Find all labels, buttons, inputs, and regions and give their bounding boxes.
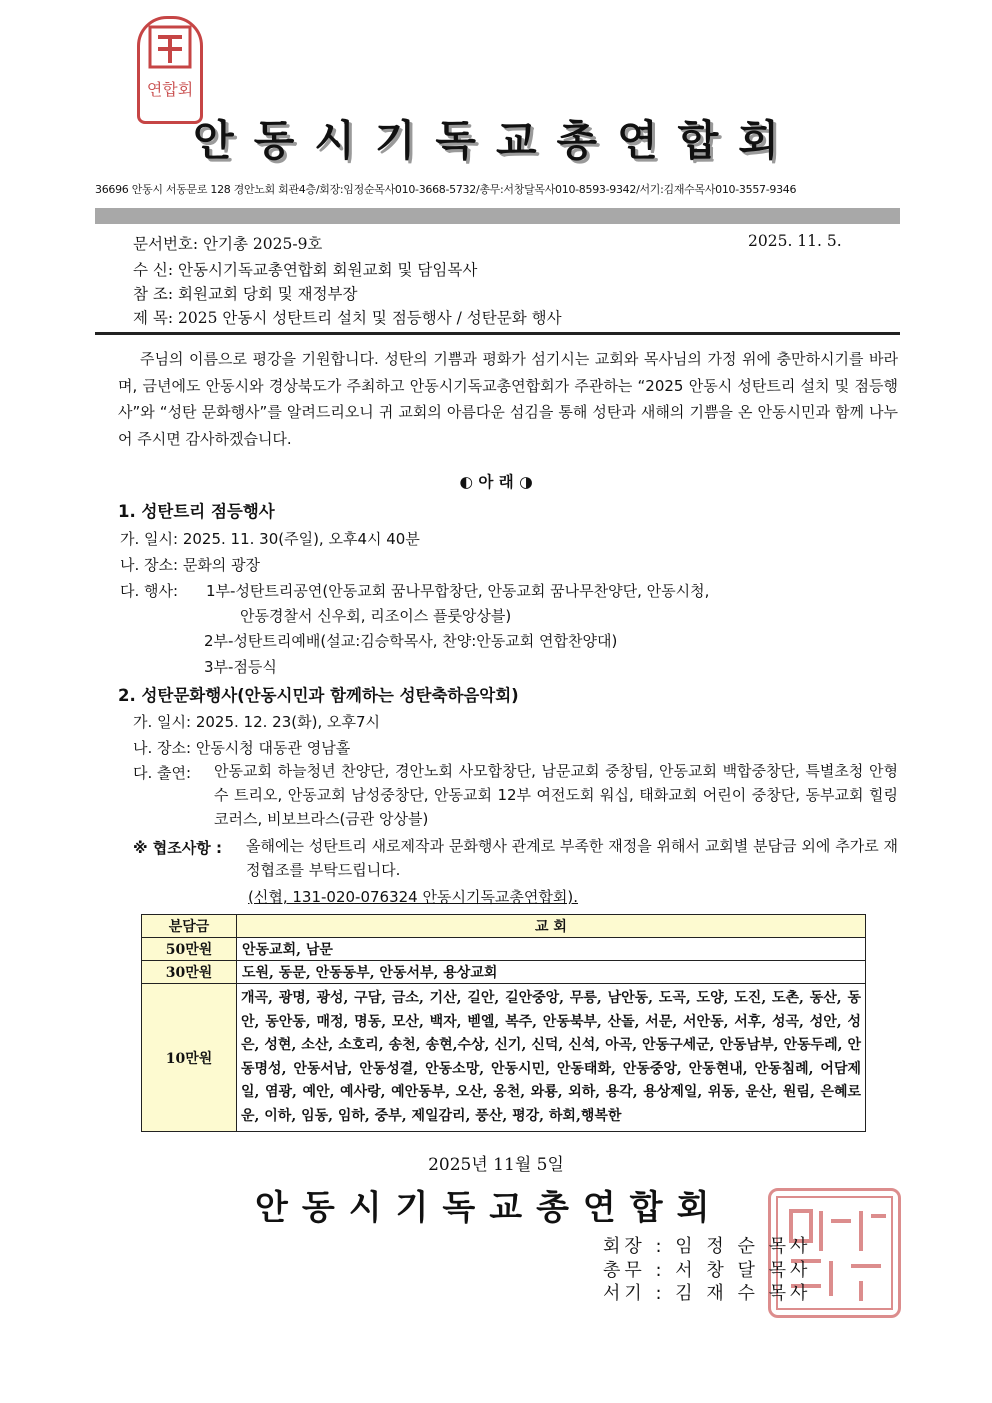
section2-title: 2. 성탄문화행사(안동시민과 함께하는 성탄축하음악회) bbox=[118, 686, 519, 705]
table-row bbox=[142, 984, 866, 1132]
section2-perform-label: 다. 출연: bbox=[133, 764, 192, 782]
cooperation-label: ※ 협조사항 : bbox=[133, 839, 222, 857]
fee-churches: 개곡, 광명, 광성, 구담, 금소, 기산, 길안, 길안중앙, 무릉, 남안동, 도곡, 도양, 도진, 도촌, 동산, 동안, 동안동, 매정, 명동, 모산, 백자, 벧엘, 복주, 안동북부, 산돌, 서문, 서안동, 서후, 성곡, 성안, 성은, 성현, 소산, 소호리, 송천, 송현,수상, 신기, 신덕, 신석, 아곡, 안동구세군, 안동남부, 안동두레, 안동명성, 안동서남, 안동성결, 안동소망, 안동시민, 안동태화, 안동중앙, 안동현내, 안동침례, 어담제일, 염광, 예안, 예사랑, 예안동부, 오산, 옹천, 와룡, 외하, 용각, 용상제일, 위동, 운산, 원림, 은혜로운, 이하, 임동, 임하, 중부, 제일감리, 풍산, 평강, 하회,행복한 bbox=[237, 984, 866, 1132]
seal-text: 연합회 bbox=[146, 80, 194, 99]
secretary-general-signature: 총무 : 서 창 달 목사 bbox=[603, 1260, 812, 1281]
section1-place: 나. 장소: 문화의 광장 bbox=[120, 556, 261, 574]
table-row bbox=[142, 938, 866, 961]
bank-account: (신협, 131-020-076324 안동시기독교총연합회). bbox=[248, 888, 579, 906]
doc-number: 문서번호: 안기총 2025-9호 bbox=[133, 235, 323, 253]
fee-table-header bbox=[142, 915, 866, 938]
doc-subject: 제 목: 2025 안동시 성탄트리 설치 및 점등행사 / 성탄문화 행사 bbox=[133, 309, 562, 327]
secretary-signature: 서기 : 김 재 수 목사 bbox=[603, 1283, 812, 1304]
table-row bbox=[142, 961, 866, 984]
section1-event-label: 다. 행사: bbox=[120, 582, 179, 600]
intro-paragraph: 주님의 이름으로 평강을 기원합니다. 성탄의 기쁨과 평화가 섬기시는 교회와 목사님의 가정 위에 충만하시기를 바라며, 금년에도 안동시와 경상북도가 주최하고 안동시기독교총연합회가 주관하는 “2025 안동시 성탄트리 설치 및 점등행사”와 “성탄 문화행사”를 알려드리오니 귀 교회의 아름다운 섬김을 통해 성탄과 새해의 기쁨을 온 안동시민과 함께 나누어 주시면 감사하겠습니다. bbox=[118, 350, 898, 448]
section1-part3: 3부-점등식 bbox=[204, 658, 277, 676]
section1-part1-cont: 안동경찰서 신우회, 리조이스 플룻앙상블) bbox=[240, 607, 512, 625]
footer-date: 2025년 11월 5일 bbox=[428, 1155, 564, 1175]
header-church: 교 회 bbox=[237, 915, 866, 938]
cooperation-text: 올해에는 성탄트리 새로제작과 문화행사 관계로 부족한 재정을 위해서 교회별 분담금 외에 추가로 재정협조를 부탁드립니다. bbox=[246, 837, 898, 879]
section1-date: 가. 일시: 2025. 11. 30(주일), 오후4시 40분 bbox=[120, 530, 420, 548]
section1-title: 1. 성탄트리 점등행사 bbox=[118, 502, 275, 521]
section2-performers: 안동교회 하늘청년 찬양단, 경안노회 사모합창단, 남문교회 중창팀, 안동교회 백합중창단, 특별초청 안형수 트리오, 안동교회 남성중창단, 안동교회 12부 여전도회 워십, 태화교회 어린이 중창단, 동부교회 힐링코러스, 비보브라스(금관 앙상블) bbox=[214, 762, 898, 828]
doc-reference: 참 조: 회원교회 당회 및 재정부장 bbox=[133, 285, 358, 303]
meta-divider bbox=[95, 332, 900, 335]
fee-table bbox=[141, 914, 866, 1132]
fee-amount: 50만원 bbox=[142, 938, 237, 961]
org-address: 36696 안동시 서동문로 128 경안노회 회관4층/회장:임정순목사010-3668-5732/총무:서창달목사010-8593-9342/서기:김재수목사010-3557-9346 bbox=[95, 183, 797, 196]
section2-date: 가. 일시: 2025. 12. 23(화), 오후7시 bbox=[133, 713, 380, 731]
section2-place: 나. 장소: 안동시청 대동관 영남홀 bbox=[133, 739, 351, 757]
header-amount: 분담금 bbox=[142, 915, 237, 938]
fee-amount: 30만원 bbox=[142, 961, 237, 984]
section1-part2: 2부-성탄트리예배(설교:김승학목사, 찬양:안동교회 연합찬양대) bbox=[204, 632, 618, 650]
doc-date: 2025. 11. 5. bbox=[748, 232, 842, 250]
org-title: 안동시기독교총연합회 bbox=[193, 116, 799, 165]
doc-recipient: 수 신: 안동시기독교총연합회 회원교회 및 담임목사 bbox=[133, 261, 478, 279]
header-divider bbox=[95, 208, 900, 224]
section1-part1: 1부-성탄트리공연(안동교회 꿈나무합창단, 안동교회 꿈나무찬양단, 안동시청, bbox=[206, 582, 710, 600]
fee-amount: 10만원 bbox=[142, 984, 237, 1132]
notice-heading: ◐ 아 래 ◑ bbox=[459, 473, 533, 491]
fee-churches: 도원, 동문, 안동동부, 안동서부, 용상교회 bbox=[237, 961, 866, 984]
footer-org: 안동시기독교총연합회 bbox=[255, 1188, 724, 1228]
fee-churches: 안동교회, 남문 bbox=[237, 938, 866, 961]
president-signature: 회장 : 임 정 순 목사 bbox=[603, 1236, 812, 1257]
